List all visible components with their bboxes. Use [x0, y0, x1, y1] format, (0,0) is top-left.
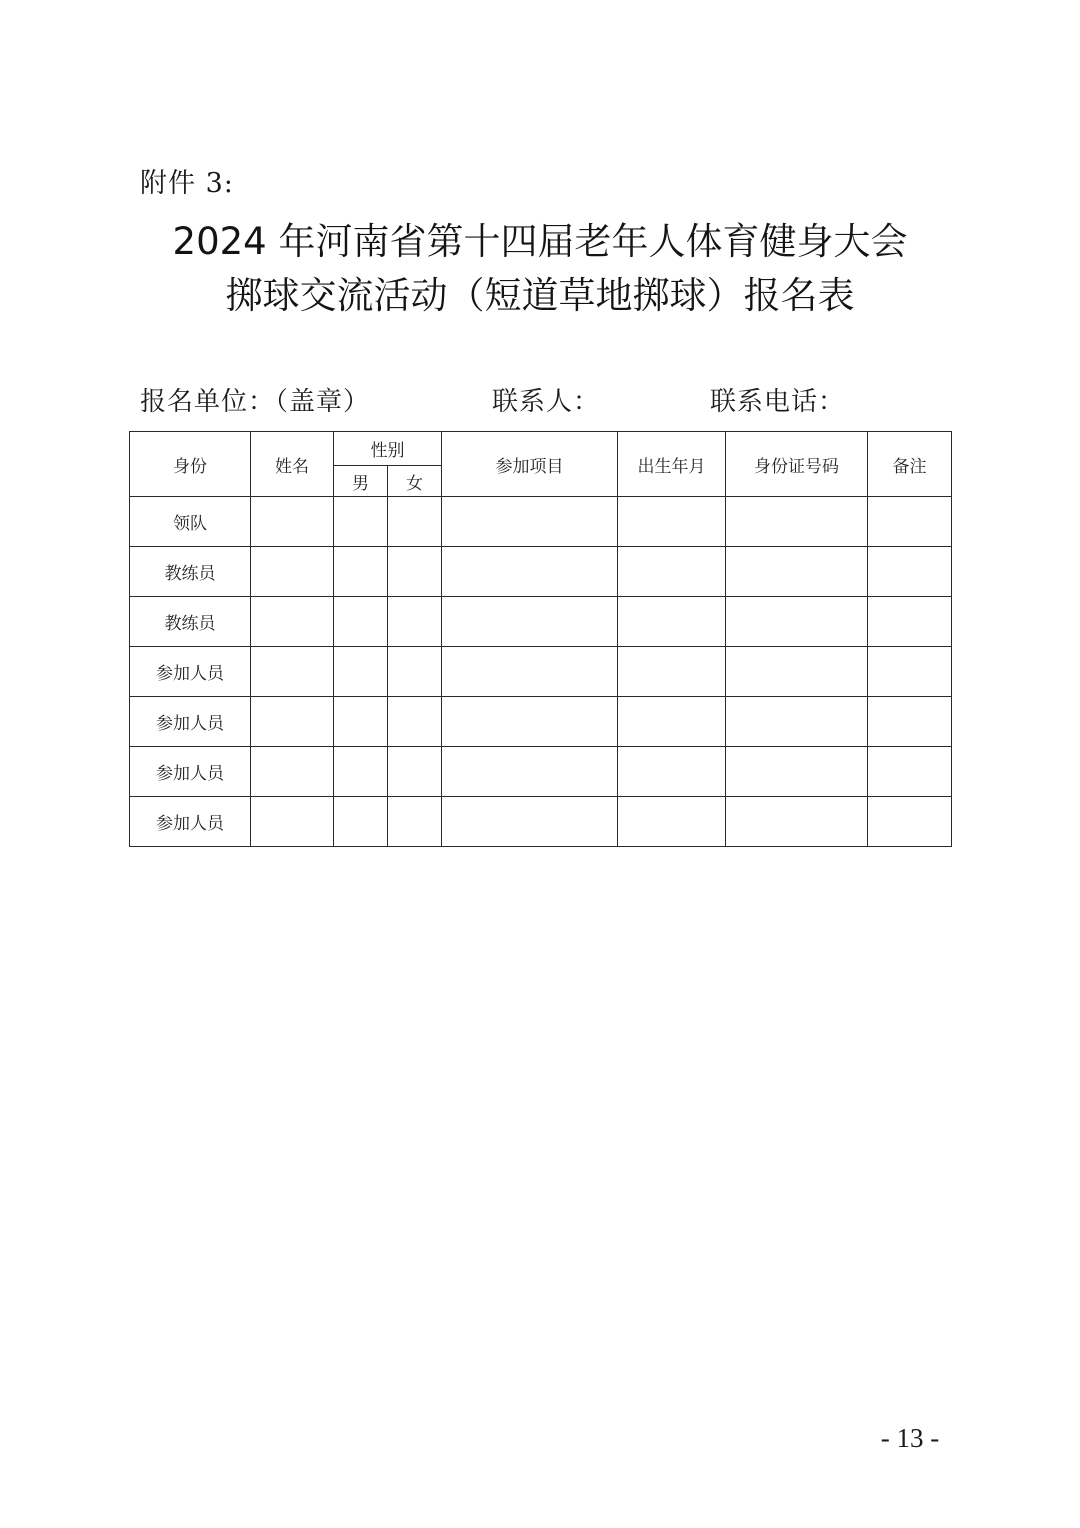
- event-cell[interactable]: [442, 547, 618, 597]
- contact-field-label: 联系人：: [492, 387, 601, 417]
- male-cell[interactable]: [334, 697, 388, 747]
- name-cell[interactable]: [251, 747, 334, 797]
- header-event: 参加项目: [442, 432, 618, 497]
- table-row: [130, 697, 952, 747]
- event-cell[interactable]: [442, 697, 618, 747]
- birth-cell[interactable]: [618, 497, 726, 547]
- row-role: 教练员: [130, 547, 251, 597]
- male-cell[interactable]: [334, 597, 388, 647]
- row-role: 参加人员: [130, 797, 251, 847]
- unit-field-label: 报名单位：（盖章）: [140, 387, 371, 417]
- id-number-cell[interactable]: [726, 497, 868, 547]
- id-number-cell[interactable]: [726, 697, 868, 747]
- header-remarks: 备注: [868, 432, 952, 497]
- table-row: [130, 547, 952, 597]
- table-row: [130, 647, 952, 697]
- female-cell[interactable]: [388, 647, 442, 697]
- id-number-cell[interactable]: [726, 597, 868, 647]
- header-birth: 出生年月: [618, 432, 726, 497]
- header-gender: 性别: [334, 432, 442, 466]
- id-number-cell[interactable]: [726, 647, 868, 697]
- female-cell[interactable]: [388, 597, 442, 647]
- birth-cell[interactable]: [618, 797, 726, 847]
- row-role: 领队: [130, 497, 251, 547]
- row-role: 参加人员: [130, 647, 251, 697]
- name-cell[interactable]: [251, 697, 334, 747]
- remarks-cell[interactable]: [868, 797, 952, 847]
- remarks-cell[interactable]: [868, 747, 952, 797]
- birth-cell[interactable]: [618, 647, 726, 697]
- female-cell[interactable]: [388, 697, 442, 747]
- birth-cell[interactable]: [618, 747, 726, 797]
- female-cell[interactable]: [388, 497, 442, 547]
- remarks-cell[interactable]: [868, 497, 952, 547]
- table-row: [130, 597, 952, 647]
- remarks-cell[interactable]: [868, 597, 952, 647]
- female-cell[interactable]: [388, 547, 442, 597]
- phone-field-label: 联系电话：: [710, 387, 846, 417]
- birth-cell[interactable]: [618, 697, 726, 747]
- id-number-cell[interactable]: [726, 747, 868, 797]
- event-cell[interactable]: [442, 497, 618, 547]
- remarks-cell[interactable]: [868, 547, 952, 597]
- male-cell[interactable]: [334, 647, 388, 697]
- table-row: [130, 747, 952, 797]
- male-cell[interactable]: [334, 747, 388, 797]
- male-cell[interactable]: [334, 797, 388, 847]
- row-role: 参加人员: [130, 697, 251, 747]
- table-row: [130, 497, 952, 547]
- page-title-line-2: 掷球交流活动（短道草地掷球）报名表: [225, 274, 855, 317]
- event-cell[interactable]: [442, 597, 618, 647]
- page-number: - 13 -: [880, 1423, 940, 1453]
- male-cell[interactable]: [334, 497, 388, 547]
- name-cell[interactable]: [251, 797, 334, 847]
- row-role: 参加人员: [130, 747, 251, 797]
- remarks-cell[interactable]: [868, 647, 952, 697]
- registration-table: [129, 431, 952, 847]
- event-cell[interactable]: [442, 747, 618, 797]
- row-role: 教练员: [130, 597, 251, 647]
- header-male: 男: [334, 466, 388, 497]
- id-number-cell[interactable]: [726, 797, 868, 847]
- header-role: 身份: [130, 432, 251, 497]
- id-number-cell[interactable]: [726, 547, 868, 597]
- header-id-number: 身份证号码: [726, 432, 868, 497]
- header-female: 女: [388, 466, 442, 497]
- name-cell[interactable]: [251, 597, 334, 647]
- table-header-row: [130, 432, 952, 466]
- event-cell[interactable]: [442, 647, 618, 697]
- birth-cell[interactable]: [618, 597, 726, 647]
- male-cell[interactable]: [334, 547, 388, 597]
- table-row: [130, 797, 952, 847]
- header-name: 姓名: [251, 432, 334, 497]
- page-title-line-1: 2024 年河南省第十四届老年人体育健身大会: [172, 220, 908, 263]
- attachment-label: 附件 3:: [140, 168, 234, 199]
- name-cell[interactable]: [251, 497, 334, 547]
- name-cell[interactable]: [251, 647, 334, 697]
- event-cell[interactable]: [442, 797, 618, 847]
- name-cell[interactable]: [251, 547, 334, 597]
- birth-cell[interactable]: [618, 547, 726, 597]
- remarks-cell[interactable]: [868, 697, 952, 747]
- female-cell[interactable]: [388, 797, 442, 847]
- female-cell[interactable]: [388, 747, 442, 797]
